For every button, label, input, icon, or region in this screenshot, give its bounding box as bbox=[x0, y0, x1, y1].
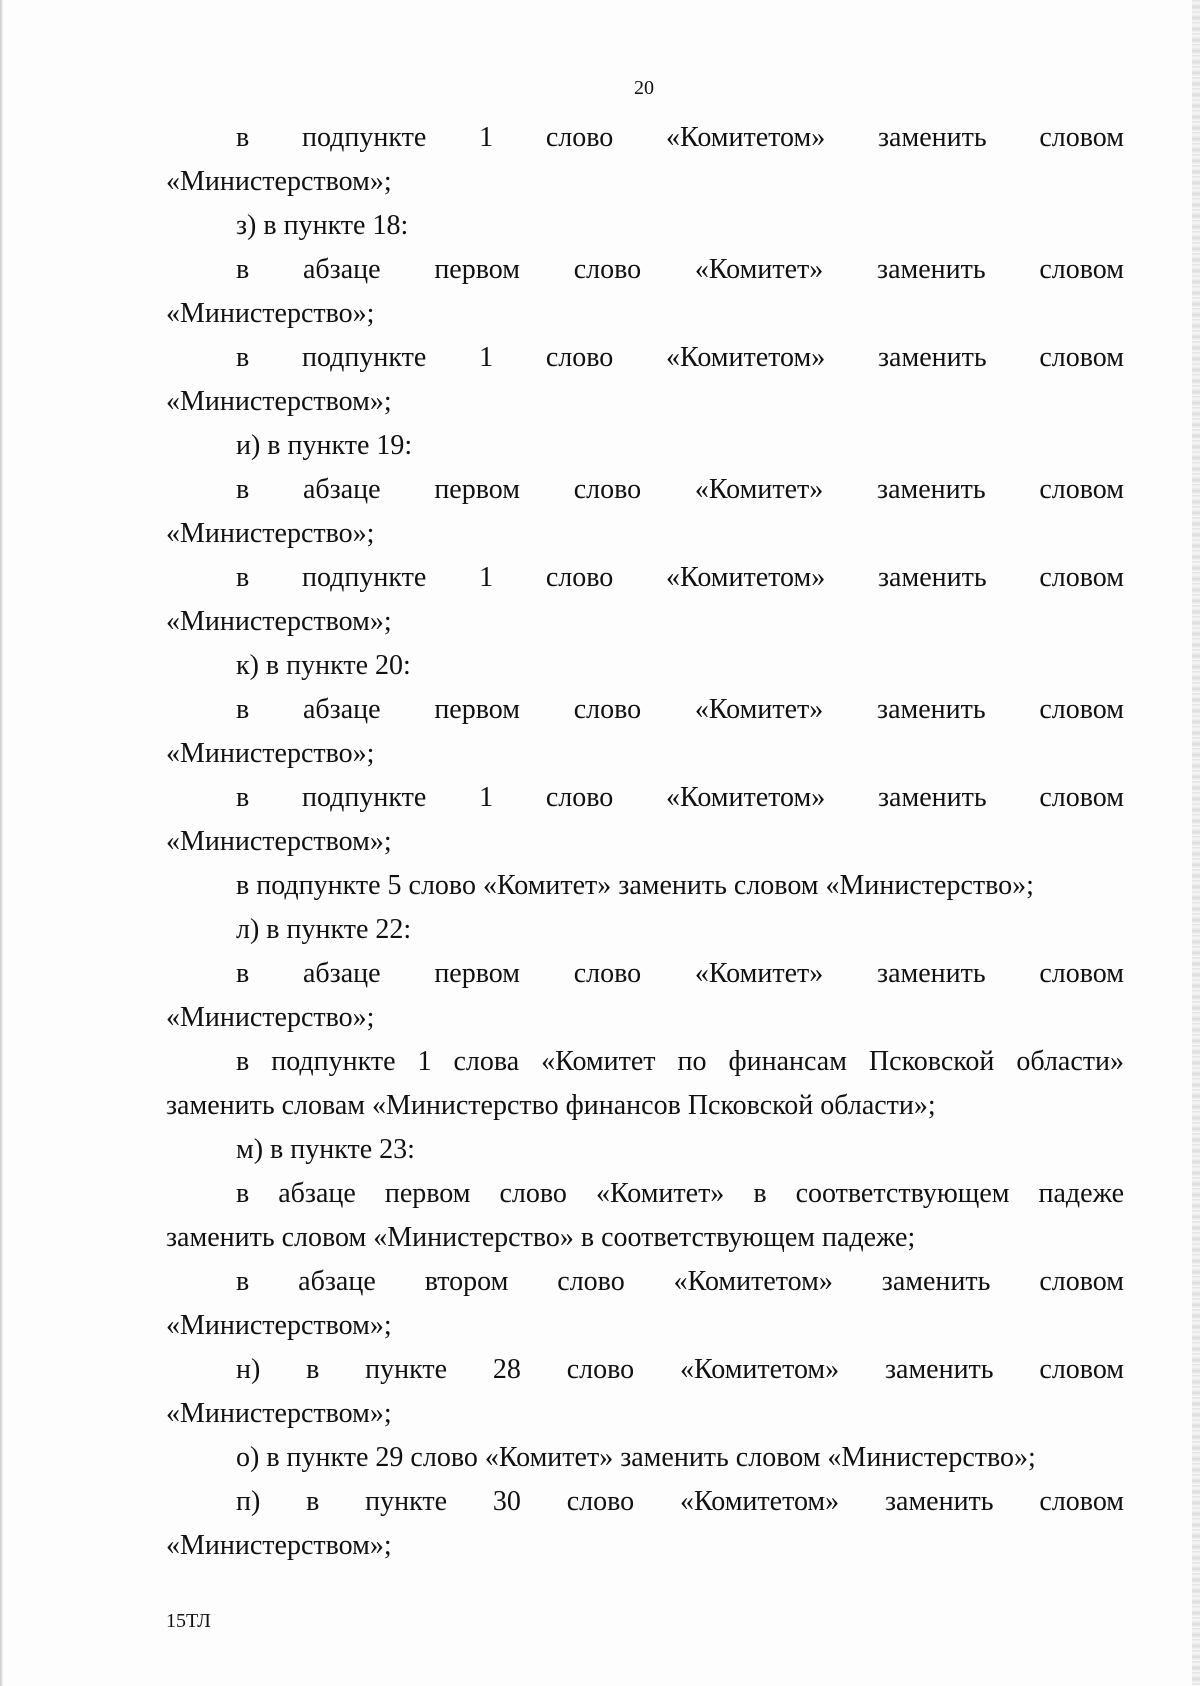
text-line: п) в пункте 30 слово «Комитетом» заменить словом bbox=[236, 1486, 1124, 1517]
text-line: в абзаце первом слово «Комитет» заменить словом bbox=[236, 474, 1124, 505]
text-line: «Министерством»; bbox=[166, 1310, 392, 1341]
text-line: в подпункте 1 слово «Комитетом» заменить словом bbox=[236, 122, 1124, 153]
text-line: л) в пункте 22: bbox=[236, 914, 412, 945]
text-line: «Министерством»; bbox=[166, 826, 392, 857]
text-line: з) в пункте 18: bbox=[236, 210, 409, 241]
text-line: в подпункте 1 слова «Комитет по финансам Псковской области» bbox=[236, 1046, 1124, 1077]
text-line: «Министерством»; bbox=[166, 1530, 392, 1561]
text-line: в абзаце втором слово «Комитетом» заменить словом bbox=[236, 1266, 1124, 1297]
text-line: «Министерством»; bbox=[166, 606, 392, 637]
text-line: заменить словам «Министерство финансов Псковской области»; bbox=[166, 1090, 936, 1121]
page-number: 20 bbox=[634, 77, 654, 99]
footer-code: 15ТЛ bbox=[166, 1610, 211, 1632]
text-line: «Министерством»; bbox=[166, 166, 392, 197]
text-line: «Министерство»; bbox=[166, 298, 375, 329]
text-line: в подпункте 5 слово «Комитет» заменить словом «Министерство»; bbox=[236, 870, 1034, 901]
text-line: в подпункте 1 слово «Комитетом» заменить словом bbox=[236, 782, 1124, 813]
text-line: н) в пункте 28 слово «Комитетом» заменить словом bbox=[236, 1354, 1124, 1385]
text-line: в подпункте 1 слово «Комитетом» заменить словом bbox=[236, 342, 1124, 373]
text-line: «Министерством»; bbox=[166, 386, 392, 417]
text-line: «Министерством»; bbox=[166, 1398, 392, 1429]
text-line: о) в пункте 29 слово «Комитет» заменить словом «Министерство»; bbox=[236, 1442, 1036, 1473]
text-line: и) в пункте 19: bbox=[236, 430, 413, 461]
text-line: заменить словом «Министерство» в соответствующем падеже; bbox=[166, 1222, 916, 1253]
scan-edge-right bbox=[1192, 0, 1200, 1686]
scan-edge-left bbox=[0, 0, 3, 1686]
text-line: к) в пункте 20: bbox=[236, 650, 411, 681]
text-line: в абзаце первом слово «Комитет» в соответствующем падеже bbox=[236, 1178, 1124, 1209]
text-line: «Министерство»; bbox=[166, 738, 375, 769]
text-line: «Министерство»; bbox=[166, 518, 375, 549]
text-line: м) в пункте 23: bbox=[236, 1134, 415, 1165]
document-body bbox=[166, 116, 1124, 1568]
text-line: в подпункте 1 слово «Комитетом» заменить словом bbox=[236, 562, 1124, 593]
text-line: «Министерство»; bbox=[166, 1002, 375, 1033]
text-line: в абзаце первом слово «Комитет» заменить словом bbox=[236, 254, 1124, 285]
text-line: в абзаце первом слово «Комитет» заменить словом bbox=[236, 694, 1124, 725]
text-line: в абзаце первом слово «Комитет» заменить словом bbox=[236, 958, 1124, 989]
